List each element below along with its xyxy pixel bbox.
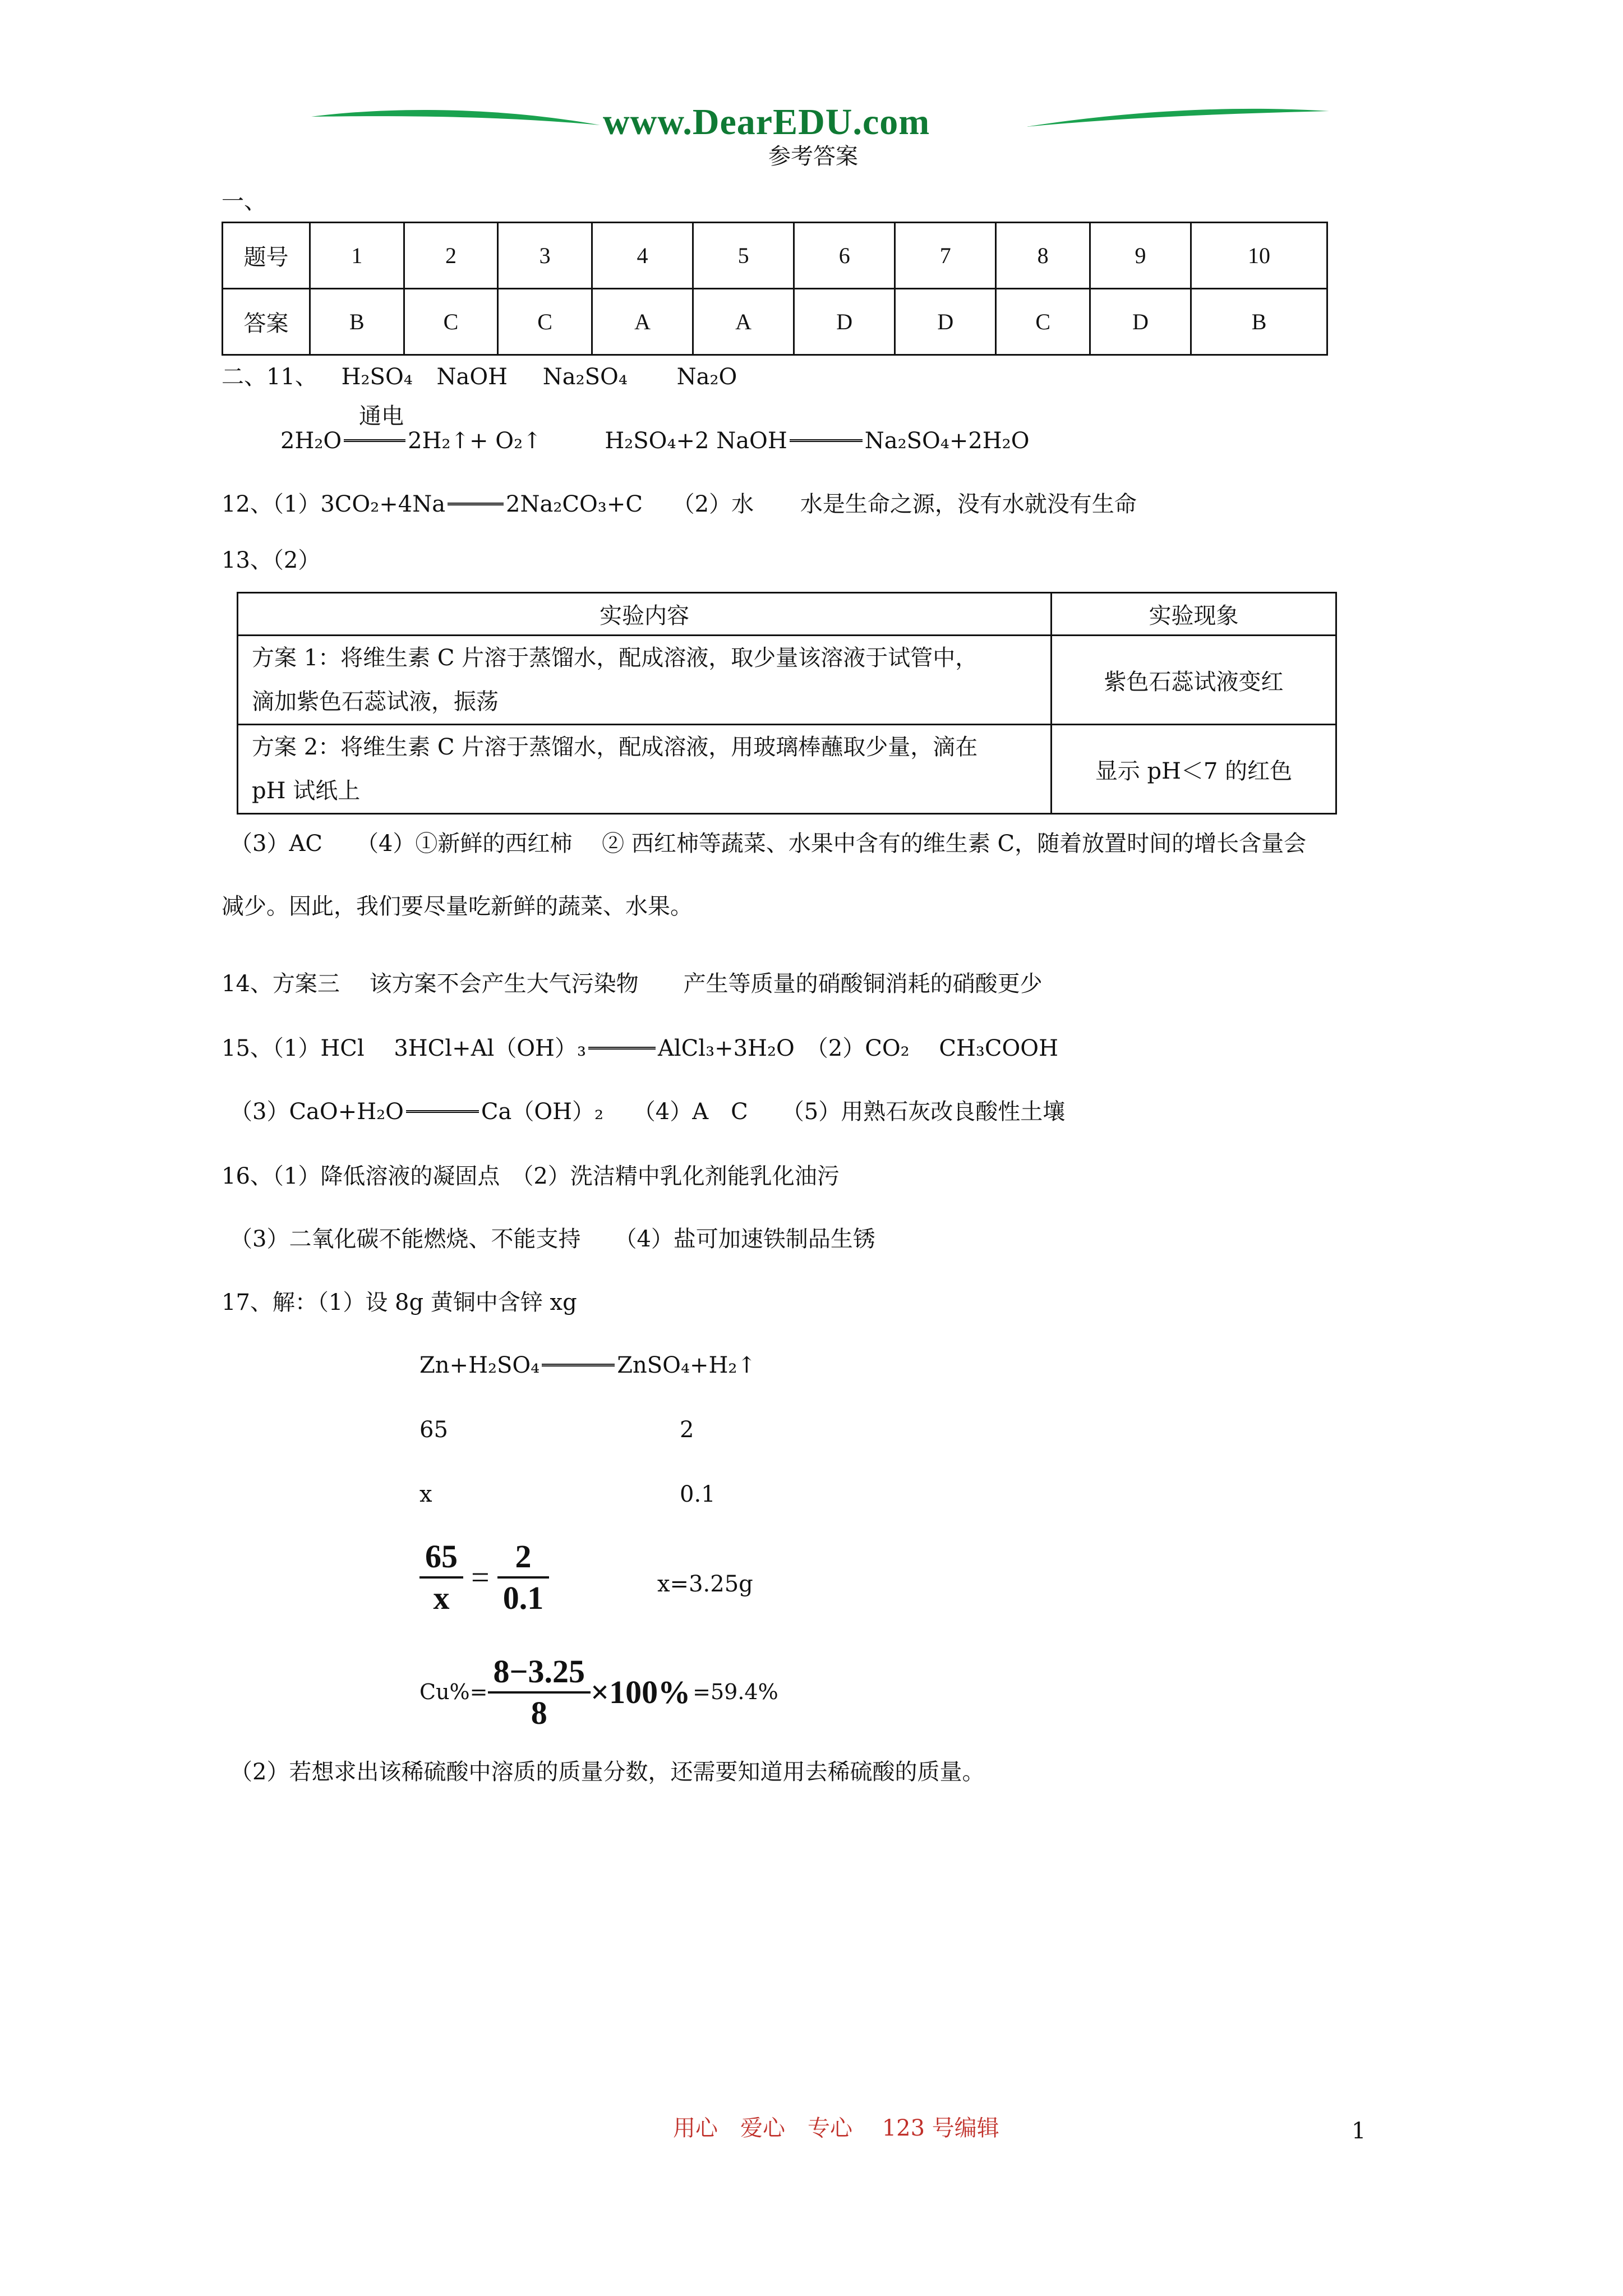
answer-table-number: 9 (1090, 223, 1191, 289)
cu-multiplier: ×100% (591, 1673, 691, 1710)
q11-eq2-left: H₂SO₄+2 NaOH (605, 428, 787, 454)
experiment-content-line: pH 试纸上 (252, 778, 361, 804)
q17-equation (419, 1352, 756, 1379)
q11-item: H₂SO₄ (341, 364, 413, 390)
q12-line (222, 491, 1137, 518)
answer-table-answer: C (996, 289, 1090, 355)
answer-table-row-label: 题号 (223, 223, 310, 289)
experiment-table (237, 592, 1337, 815)
q15-line1-b: AlCl₃+3H₂O （2）CO₂ CH₃COOH (657, 1036, 1058, 1061)
q12-part2: （2）水 (672, 491, 754, 517)
q11-prefix: 二、11、 (222, 364, 317, 390)
answer-table-number: 10 (1191, 223, 1327, 289)
q17-eq-left: Zn+H₂SO₄ (419, 1352, 540, 1378)
page-title: 参考答案 (768, 144, 858, 169)
q11-item: Na₂O (676, 364, 737, 390)
fraction-denominator: 8 (531, 1694, 547, 1731)
q12-prefix: 12、（1）3CO₂+4Na (222, 491, 446, 517)
answer-table-row-label: 答案 (223, 289, 310, 355)
cu-prefix: Cu%= (419, 1679, 488, 1704)
fraction-numerator: 8−3.25 (493, 1653, 585, 1690)
site-logo-text: www.DearEDU.com (603, 102, 930, 142)
q17-ratio-b2: 0.1 (680, 1481, 716, 1507)
q17-part2: （2）若想求出该稀硫酸中溶质的质量分数，还需要知道用去稀硫酸的质量。 (230, 1759, 985, 1785)
q11-item: Na₂SO₄ (542, 364, 628, 390)
q17-x-result: x=3.25g (657, 1571, 753, 1597)
footer-credit: 用心 爱心 专心 123 号编辑 (673, 2115, 999, 2141)
yields-sign (448, 503, 504, 505)
answer-table-number: 8 (996, 223, 1090, 289)
experiment-content-line: 滴加紫色石蕊试液，振荡 (252, 689, 499, 715)
q11-condition: 通电 (359, 403, 404, 429)
q13-line3b: 减少。因此，我们要尽量吃新鲜的蔬菜、水果。 (222, 894, 693, 919)
q16-line1: 16、（1）降低溶液的凝固点 （2）洗洁精中乳化剂能乳化油污 (222, 1163, 840, 1189)
experiment-content (238, 636, 1052, 725)
q15-line2 (230, 1098, 1065, 1125)
q13-line3: （3）AC （4）①新鲜的西红柿 ② 西红柿等蔬菜、水果中含有的维生素 C，随着放置时间的增长含量会 (230, 831, 1307, 857)
fraction-numerator: 65 (425, 1538, 458, 1575)
answer-table-number: 1 (310, 223, 404, 289)
q11-eq2-right: Na₂SO₄+2H₂O (864, 428, 1030, 454)
q15-line1 (222, 1035, 1058, 1062)
q11-line (222, 364, 737, 390)
fraction-denominator: 0.1 (502, 1579, 544, 1616)
answer-table-answer: A (693, 289, 794, 355)
answer-table-number: 5 (693, 223, 794, 289)
cu-result: =59.4% (693, 1679, 778, 1704)
yields-sign (790, 439, 863, 442)
q17-ratio-a2: x (419, 1481, 432, 1507)
experiment-result: 紫色石蕊试液变红 (1052, 636, 1336, 725)
q17-ratio-a1: 65 (419, 1417, 448, 1443)
answer-table-answer: D (1090, 289, 1191, 355)
section-one-label: 一、 (222, 188, 266, 214)
experiment-header-result: 实验现象 (1052, 593, 1336, 636)
q13-label: 13、（2） (222, 547, 321, 573)
answer-table-number: 4 (592, 223, 693, 289)
experiment-content (238, 725, 1052, 814)
experiment-result: 显示 pH＜7 的红色 (1052, 725, 1336, 814)
answer-table (222, 222, 1328, 356)
q17-eq-right: ZnSO₄+H₂↑ (617, 1352, 756, 1378)
q11-eq1-left: 2H₂O (280, 428, 342, 454)
yields-sign (588, 1047, 656, 1050)
fraction (497, 1537, 550, 1617)
q12-right: 2Na₂CO₃+C (506, 491, 643, 517)
yields-sign (542, 1364, 615, 1366)
answer-table-answer: B (310, 289, 404, 355)
experiment-header-content: 实验内容 (238, 593, 1052, 636)
q12-part2b: 水是生命之源，没有水就没有生命 (800, 491, 1137, 517)
answer-table-answer: B (1191, 289, 1327, 355)
q15-line2-a: （3）CaO+H₂O (230, 1099, 404, 1125)
fraction-denominator: x (433, 1579, 450, 1616)
yields-sign (344, 439, 405, 442)
q14-line: 14、方案三 该方案不会产生大气污染物 产生等质量的硝酸铜消耗的硝酸更少 (222, 971, 1043, 997)
answer-table-number: 7 (895, 223, 996, 289)
q17-line1: 17、解：（1）设 8g 黄铜中含锌 xg (222, 1290, 577, 1315)
fraction (488, 1652, 591, 1732)
yields-sign (406, 1110, 479, 1113)
equals-sign: = (471, 1558, 490, 1595)
q17-copper-percent (419, 1652, 778, 1732)
header-swoosh-right (1026, 100, 1329, 139)
fraction (419, 1537, 463, 1617)
q15-line2-b: Ca（OH）₂ （4）A C （5）用熟石灰改良酸性土壤 (481, 1099, 1066, 1125)
q16-line2: （3）二氧化碳不能燃烧、不能支持 （4）盐可加速铁制品生锈 (230, 1226, 875, 1252)
page-number: 1 (1352, 2118, 1366, 2144)
answer-table-answer: C (498, 289, 592, 355)
answer-table-number: 3 (498, 223, 592, 289)
answer-table-answer: D (895, 289, 996, 355)
answer-table-answer: A (592, 289, 693, 355)
answer-table-answer: C (404, 289, 498, 355)
answer-table-answer: D (794, 289, 895, 355)
fraction-numerator: 2 (515, 1538, 532, 1575)
answer-table-number: 2 (404, 223, 498, 289)
q17-proportion (419, 1537, 549, 1617)
q11-item: NaOH (436, 364, 508, 390)
q17-ratio-b1: 2 (680, 1417, 694, 1443)
answer-table-number: 6 (794, 223, 895, 289)
experiment-content-line: 方案 1：将维生素 C 片溶于蒸馏水，配成溶液，取少量该溶液于试管中， (252, 645, 978, 671)
experiment-content-line: 方案 2：将维生素 C 片溶于蒸馏水，配成溶液，用玻璃棒蘸取少量，滴在 (252, 734, 978, 760)
q11-eq1-right: 2H₂↑+ O₂↑ (408, 428, 542, 454)
q15-line1-a: 15、（1）HCl 3HCl+Al（OH）₃ (222, 1036, 586, 1061)
header-swoosh-left (311, 100, 603, 139)
q11-equations (280, 427, 1030, 454)
